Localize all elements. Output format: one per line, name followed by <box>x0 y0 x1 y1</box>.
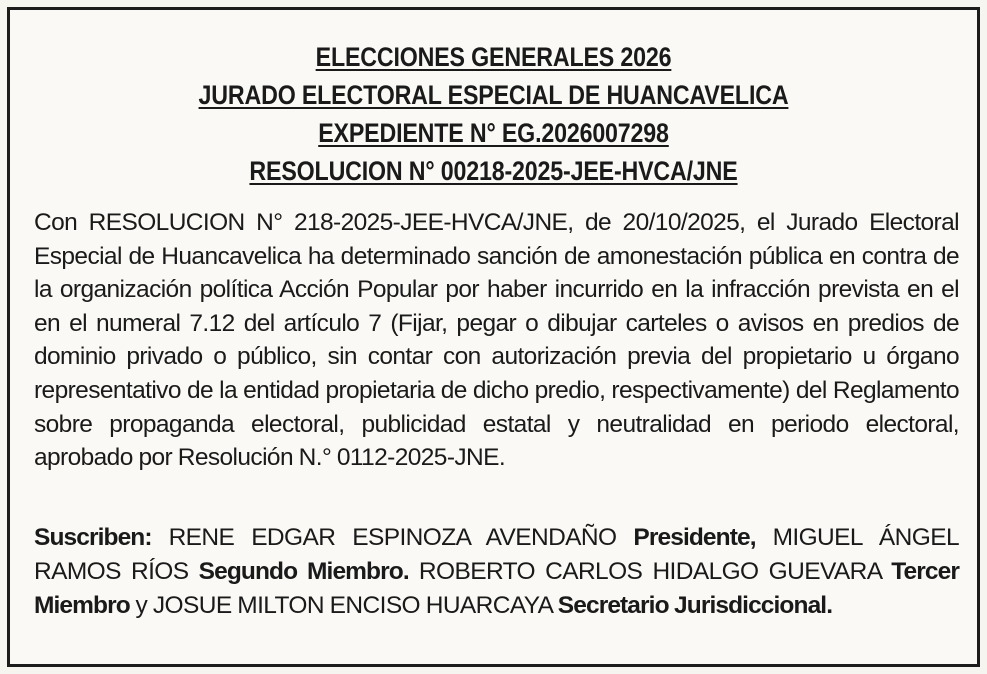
signatory-name: MIGUEL ÁNGEL RAMOS RÍOS <box>34 524 959 585</box>
header-jury: JURADO ELECTORAL ESPECIAL DE HUANCAVELICA <box>198 80 789 110</box>
header-election: ELECCIONES GENERALES 2026 <box>315 42 672 72</box>
signatory-role: Segundo Miembro. <box>198 558 409 585</box>
signatory-name: RENE EDGAR ESPINOZA AVENDAÑO <box>168 524 617 551</box>
signatories-connector: y <box>135 592 148 619</box>
signatory-role: Presidente, <box>633 524 756 551</box>
notice-header <box>10 38 977 190</box>
signatory-name: ROBERTO CARLOS HIDALGO GUEVARA <box>418 558 882 585</box>
signatory-name: JOSUE MILTON ENCISO HUARCAYA <box>152 592 553 619</box>
header-resolution-number: RESOLUCION N° 00218-2025-JEE-HVCA/JNE <box>249 156 738 186</box>
signatory-role: Secretario Jurisdiccional. <box>557 592 833 619</box>
signatories-paragraph <box>34 521 959 623</box>
header-file-number: EXPEDIENTE N° EG.2026007298 <box>318 118 669 148</box>
notice-frame <box>7 7 980 667</box>
resolution-paragraph: Con RESOLUCION N° 218-2025-JEE-HVCA/JNE, de 20/10/2025, el Jurado Electoral Especial de Huancavelica ha determinado sanción de amonestación pública en contra de la organización política Acción Popular por haber incurrido en la infracción prevista en el en el numeral 7.12 del artículo 7 (Fijar, pegar o dibujar carteles o avisos en predios de dominio privado o público, sin contar con autorización previa del propietario u órgano representativo de la entidad propietaria de dicho predio, respectivamente) del Reglamento sobre propaganda electoral, publicidad estatal y neutralidad en periodo electoral, aprobado por Resolución N.° 0112-2025-JNE. <box>34 209 959 472</box>
signatories-label: Suscriben: <box>34 524 152 551</box>
signatory-role: Tercer Miembro <box>34 558 959 619</box>
